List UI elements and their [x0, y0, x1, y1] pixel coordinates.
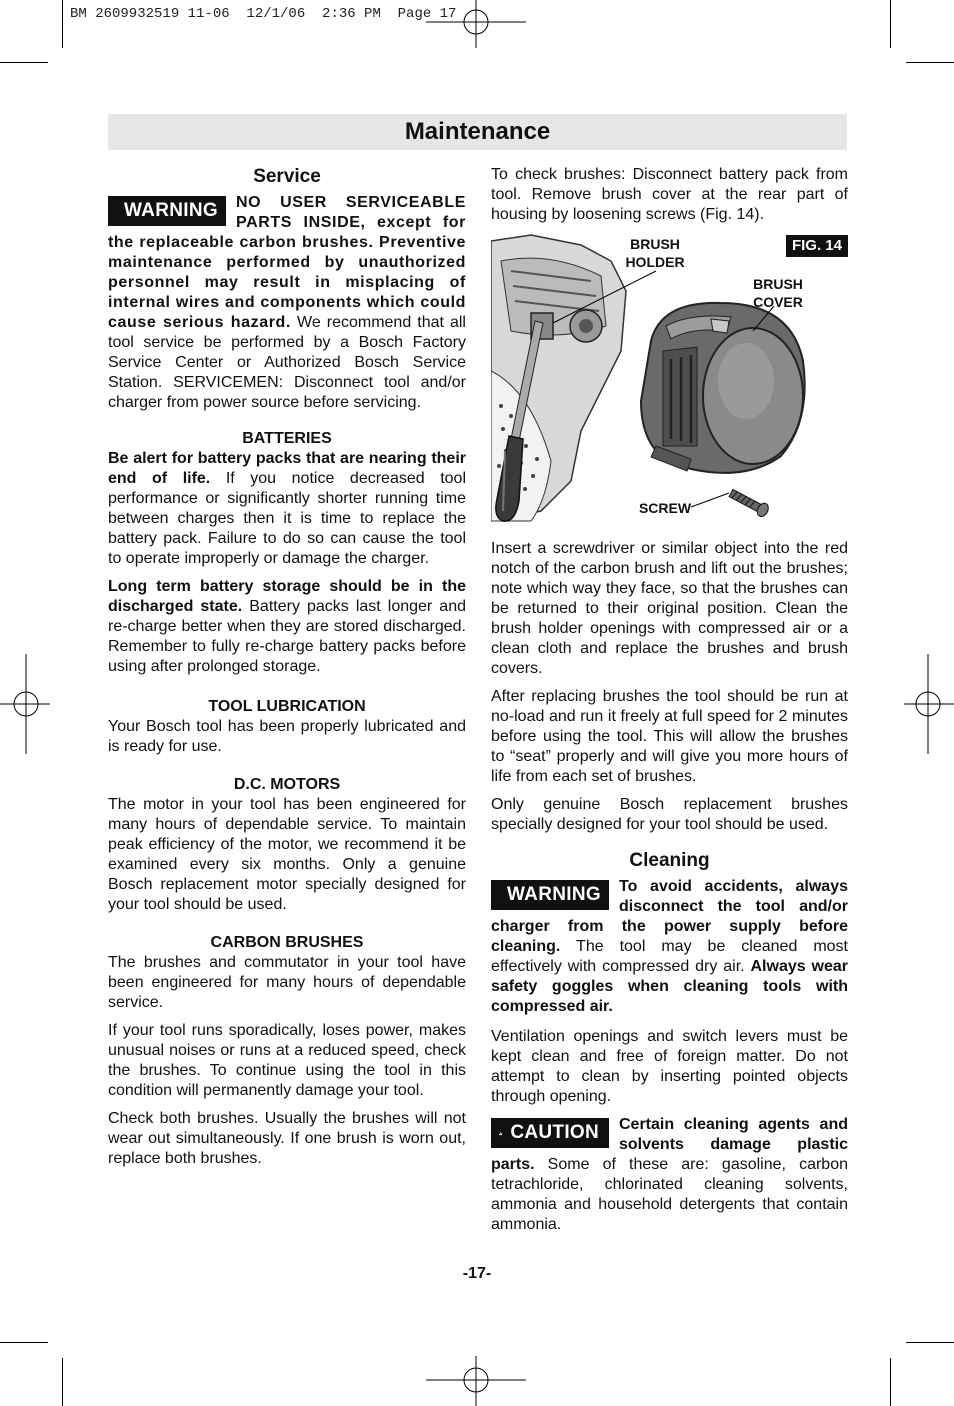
label-brush-holder-line-1: BRUSH — [630, 236, 680, 252]
page-title: Maintenance — [108, 114, 847, 150]
brushes-paragraph-1: The brushes and commutator in your tool have been engineered for many hours of dependable service. — [108, 954, 466, 1011]
batteries-paragraph-1 — [108, 449, 466, 569]
cleaning-warning-bold-2: Always wear safety goggles when cleaning tools with compressed air. — [491, 958, 849, 1015]
label-screw: SCREW — [638, 500, 692, 516]
caution-label-text: CAUTION — [510, 1122, 599, 1143]
service-heading: Service — [253, 166, 321, 187]
motors-heading: D.C. MOTORS — [233, 776, 341, 793]
warning-triangle-icon — [499, 1126, 502, 1141]
check-brushes-intro: To check brushes: Disconnect battery pack from tool. Remove brush cover at the rear part of housing by loosening screws (Fig. 14). — [491, 166, 848, 223]
batteries-paragraph-2 — [108, 577, 466, 677]
page-number: -17- — [462, 1265, 492, 1282]
crop-mark — [0, 1342, 48, 1343]
crop-mark — [62, 0, 63, 48]
brushes-paragraph-3: Check both brushes. Usually the brushes will not wear out simultaneously. If one brush is worn out, replace both brushes. — [108, 1110, 466, 1167]
registration-mark-bottom — [426, 1356, 526, 1406]
batteries-p2-text: Battery packs last longer and re-charge better when they are stored discharged. Remember to fully re-charge battery packs before using after prolonged storage. — [108, 598, 466, 675]
registration-mark-left — [0, 654, 50, 754]
batteries-heading: BATTERIES — [242, 430, 332, 447]
label-brush-cover — [743, 275, 813, 311]
batteries-p1-bold: Be alert for battery packs that are nearing their end of life. — [108, 450, 466, 487]
registration-mark-right — [904, 654, 954, 754]
lubrication-paragraph: Your Bosch tool has been properly lubricated and is ready for use. — [108, 718, 466, 755]
cleaning-heading: Cleaning — [629, 850, 710, 871]
cleaning-warning-text: The tool may be cleaned most effectively with compressed dry air. — [491, 938, 848, 975]
check-brushes-paragraph-3: After replacing brushes the tool should be run at no-load and run it freely at full speed for 2 minutes before using the tool. This will allow the brushes to “seat” properly and will give you more hours of life from each set of brushes. — [491, 688, 848, 785]
lubrication-heading: TOOL LUBRICATION — [208, 698, 366, 715]
brushes-heading: CARBON BRUSHES — [210, 934, 364, 951]
figure-14 — [491, 231, 848, 527]
crop-mark — [906, 62, 954, 63]
service-warning-text: We recommend that all tool service be performed by a Bosch Factory Service Center or Authorized Bosch Service Station. SERVICEMEN: Disconnect tool and/or charger from power source before servicing. — [108, 314, 466, 411]
service-warning-paragraph — [108, 193, 466, 413]
cleaning-warning-label — [491, 880, 609, 910]
crop-mark — [890, 1358, 891, 1406]
warning-label-text: WARNING — [124, 200, 218, 221]
batteries-p2-bold: Long term battery storage should be in the discharged state. — [108, 578, 466, 615]
label-brush-holder — [619, 235, 691, 271]
print-slug: BM 2609932519 11-06 12/1/06 2:36 PM Page 17 — [70, 6, 457, 22]
check-brushes-paragraph-2: Insert a screwdriver or similar object into the red notch of the carbon brush and lift out the brushes; note which way they face, so that the brushes can be returned to their original position. Clean the brush holder openings with compressed air or a clean cloth and replace the brushes and brush covers. — [491, 540, 848, 677]
crop-mark — [0, 62, 48, 63]
caution-bold: Certain cleaning agents and solvents damage plastic parts. — [491, 1116, 848, 1173]
left-column — [108, 165, 466, 1177]
batteries-p1-text: If you notice decreased tool performance or significantly shorter running time between charges then it is time to replace the battery pack. Failure to do so can cause the tool to operate improperly or damage the charger. — [108, 470, 466, 567]
cleaning-warning-paragraph — [491, 877, 848, 1017]
motors-paragraph: The motor in your tool has been engineered for many hours of dependable service. To maintain peak efficiency of the motor, we recommend it be examined every six months. Only a genuine Bosch replacement motor specially designed for your tool should be used. — [108, 796, 466, 913]
caution-label — [491, 1118, 609, 1148]
check-brushes-paragraph-4: Only genuine Bosch replacement brushes specially designed for your tool should be used. — [491, 796, 848, 833]
figure-tag: FIG. 14 — [786, 235, 848, 257]
right-column — [491, 165, 848, 1243]
crop-mark — [906, 1342, 954, 1343]
caution-text: Some of these are: gasoline, carbon tetrachloride, chlorinated cleaning solvents, ammonia and household detergents that contain ammonia. — [491, 1156, 848, 1233]
label-brush-holder-line-2: HOLDER — [625, 254, 685, 270]
warning-label — [108, 196, 226, 226]
registration-mark-top — [426, 0, 526, 48]
crop-mark — [890, 0, 891, 48]
label-brush-cover-line-1: BRUSH — [753, 276, 803, 292]
label-brush-cover-line-2: COVER — [753, 294, 803, 310]
cleaning-warning-label-text: WARNING — [507, 884, 601, 905]
cleaning-warning-bold: To avoid accidents, always disconnect the tool and/or charger from the power supply before cleaning. — [491, 878, 848, 955]
crop-mark — [62, 1358, 63, 1406]
cleaning-paragraph-2: Ventilation openings and switch levers must be kept clean and free of foreign matter. Do not attempt to clean by inserting pointed objects through opening. — [491, 1028, 848, 1105]
service-warning-bold: NO USER SERVICEABLE PARTS INSIDE, except for the replaceable carbon brushes. Preventive maintenance performed by unauthorized personnel may result in misplacing of internal wires and components which could cause serious hazard. — [108, 194, 466, 331]
cleaning-caution-paragraph — [491, 1115, 848, 1235]
brushes-paragraph-2: If your tool runs sporadically, loses power, makes unusual noises or runs at a reduced speed, check the brushes. To continue using the tool in this condition will permanently damage your tool. — [108, 1022, 466, 1099]
